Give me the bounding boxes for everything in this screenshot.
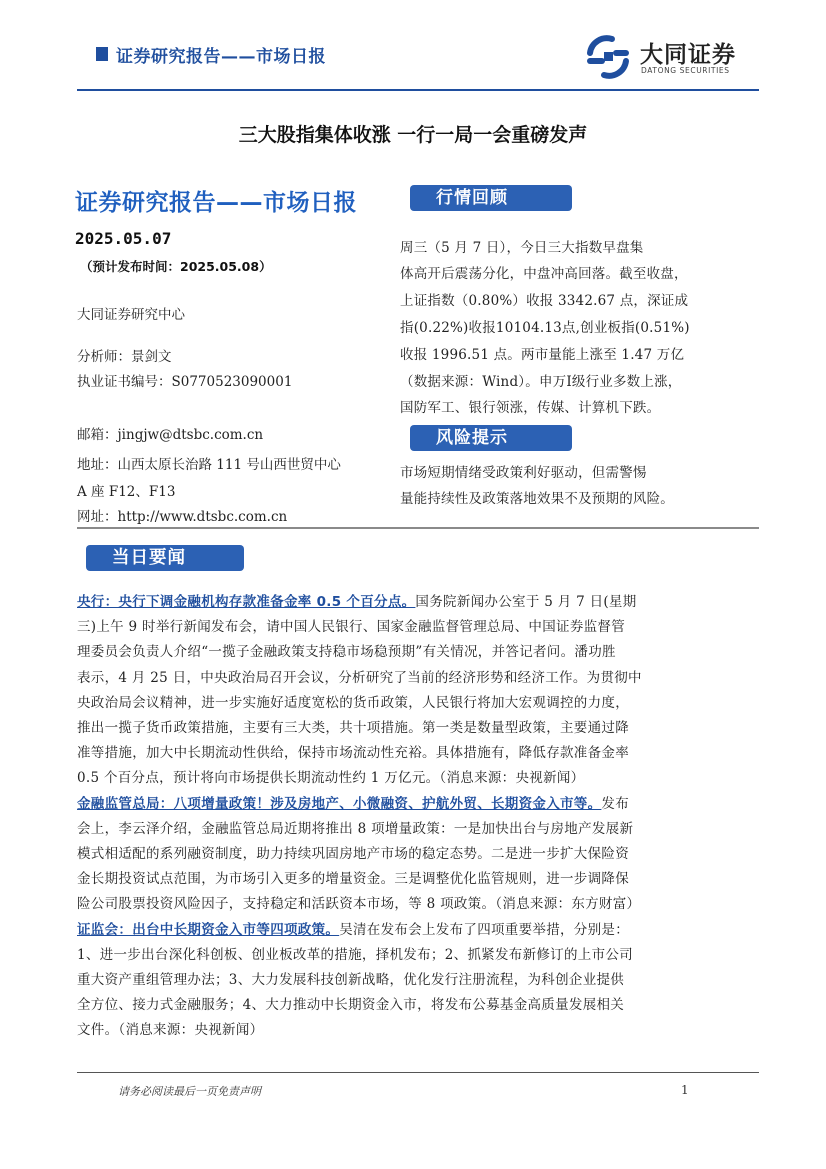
section-divider xyxy=(77,527,759,529)
review-line: 收报 1996.51 点。两市量能上涨至 1.47 万亿 xyxy=(400,347,685,363)
news-text: 央政治局会议精神，进一步实施好适度宽松的货币政策，人民银行将加大宏观调控的力度， xyxy=(77,695,629,711)
news-text: 金长期投资试点范围，为市场引入更多的增量资金。三是调整优化监管规则，进一步调降保 xyxy=(77,871,629,887)
news-line xyxy=(77,766,584,786)
address-line-2: A 座 F12、F13 xyxy=(77,484,176,500)
report-date: 2025.05.07 xyxy=(75,229,172,248)
review-line: 周三（5 月 7 日），今日三大指数早盘集 xyxy=(400,240,644,256)
news-text: 发布 xyxy=(601,796,630,812)
news-text: 重大资产重组管理办法；3、大力发展科技创新战略，优化发行注册流程，为科创企业提供 xyxy=(77,972,625,988)
footer-divider xyxy=(77,1072,759,1073)
review-line: 体高开后震荡分化，中盘冲高回落。截至收盘， xyxy=(400,266,688,282)
news-text: 理委员会负责人介绍“一揽子金融政策支持稳市场稳预期”有关情况，并答记者问。潘功胜 xyxy=(77,644,616,660)
footer-disclaimer: 请务必阅读最后一页免责声明 xyxy=(118,1085,261,1098)
analyst: 分析师：景剑文 xyxy=(77,349,172,365)
email: 邮箱：jingjw@dtsbc.com.cn xyxy=(77,427,264,443)
header-divider xyxy=(77,89,759,91)
section-tag-risk: 风险提示 xyxy=(410,425,572,451)
news-line xyxy=(77,615,625,635)
news-text: 表示，4 月 25 日，中央政治局召开会议，分析研究了当前的经济形势和经济工作。为贯彻中 xyxy=(77,670,642,686)
review-line: 指(0.22%)收报10104.13点,创业板指(0.51%) xyxy=(400,320,690,336)
address: 地址：山西太原长治路 111 号山西世贸中心 xyxy=(77,457,341,473)
news-line xyxy=(77,943,633,963)
news-line xyxy=(77,892,640,912)
news-text: 吴清在发布会上发布了四项重要举措，分别是： xyxy=(339,922,630,938)
page-number: 1 xyxy=(681,1083,689,1097)
news-text: 0.5 个百分点，预计将向市场提供长期流动性约 1 万亿元。（消息来源：央视新闻） xyxy=(77,770,585,786)
news-line xyxy=(77,817,633,837)
news-text: 模式相适配的系列融资制度，助力持续巩固房地产市场的稳定态势。二是进一步扩大保险资 xyxy=(77,846,629,862)
report-title: 三大股指集体收涨 一行一局一会重磅发声 xyxy=(238,124,588,146)
news-line xyxy=(77,993,624,1013)
news-line xyxy=(77,691,629,711)
publish-time: （预计发布时间：2025.05.08） xyxy=(80,259,272,274)
news-text: 文件。（消息来源：央视新闻） xyxy=(77,1022,264,1038)
section-tag-news: 当日要闻 xyxy=(86,545,244,571)
news-headline: 央行：央行下调金融机构存款准备金率 0.5 个百分点。 xyxy=(77,594,416,610)
news-line xyxy=(77,640,616,660)
header-title: 证券研究报告——市场日报 xyxy=(116,47,326,67)
news-text: 1、进一步出台深化科创板、创业板改革的措施，择机发布；2、抓紧发布新修订的上市公司 xyxy=(77,947,633,963)
news-text: 三)上午 9 时举行新闻发布会，请中国人民银行、国家金融监督管理总局、中国证券监督管 xyxy=(77,619,626,635)
news-text: 国务院新闻办公室于 5 月 7 日(星期 xyxy=(415,594,637,610)
news-line xyxy=(77,842,629,862)
logo-name: 大同证券 xyxy=(640,42,736,68)
risk-line: 市场短期情绪受政策利好驱动，但需警惕 xyxy=(400,465,647,481)
section-tag-review: 行情回顾 xyxy=(410,185,572,211)
news-text: 推出一揽子货币政策措施，主要有三大类，共十项措施。第一类是数量型政策，主要通过降 xyxy=(77,720,629,736)
header-square-icon xyxy=(96,47,108,61)
website: 网址：http://www.dtsbc.com.cn xyxy=(77,509,288,525)
cert-number: 执业证书编号：S0770523090001 xyxy=(77,374,293,390)
news-headline: 金融监管总局：八项增量政策！涉及房地产、小微融资、护航外贸、长期资金入市等。 xyxy=(77,796,602,812)
review-line: 国防军工、银行领涨，传媒、计算机下跌。 xyxy=(400,400,661,416)
review-line: 上证指数（0.80%）收报 3342.67 点，深证成 xyxy=(400,293,689,309)
research-center: 大同证券研究中心 xyxy=(77,307,185,323)
news-text: 险公司股票投资风险因子，支持稳定和活跃资本市场，等 8 项政策。（消息来源：东方财富） xyxy=(77,896,641,912)
news-line xyxy=(77,968,624,988)
news-text: 会上，李云泽介绍，金融监管总局近期将推出 8 项增量政策：一是加快出台与房地产发展新 xyxy=(77,821,634,837)
news-text: 准等措施，加大中长期流动性供给，保持市场流动性充裕。具体措施有，降低存款准备金率 xyxy=(77,745,629,761)
news-line xyxy=(77,1018,263,1038)
news-text: 全方位、接力式金融服务；4、大力推动中长期资金入市，将发布公募基金高质量发展相关 xyxy=(77,997,625,1013)
risk-line: 量能持续性及政策落地效果不及预期的风险。 xyxy=(400,491,674,507)
logo-subtitle: DATONG SECURITIES xyxy=(641,66,730,75)
news-line xyxy=(77,792,629,812)
news-line xyxy=(77,716,629,736)
news-headline: 证监会：出台中长期资金入市等四项政策。 xyxy=(77,922,340,938)
news-line xyxy=(77,918,629,938)
news-line xyxy=(77,867,629,887)
news-line xyxy=(77,741,629,761)
news-line xyxy=(77,590,637,610)
news-line xyxy=(77,666,642,686)
review-line: （数据来源：Wind）。申万Ⅰ级行业多数上涨， xyxy=(400,374,682,390)
report-subtitle: 证券研究报告——市场日报 xyxy=(75,190,357,216)
